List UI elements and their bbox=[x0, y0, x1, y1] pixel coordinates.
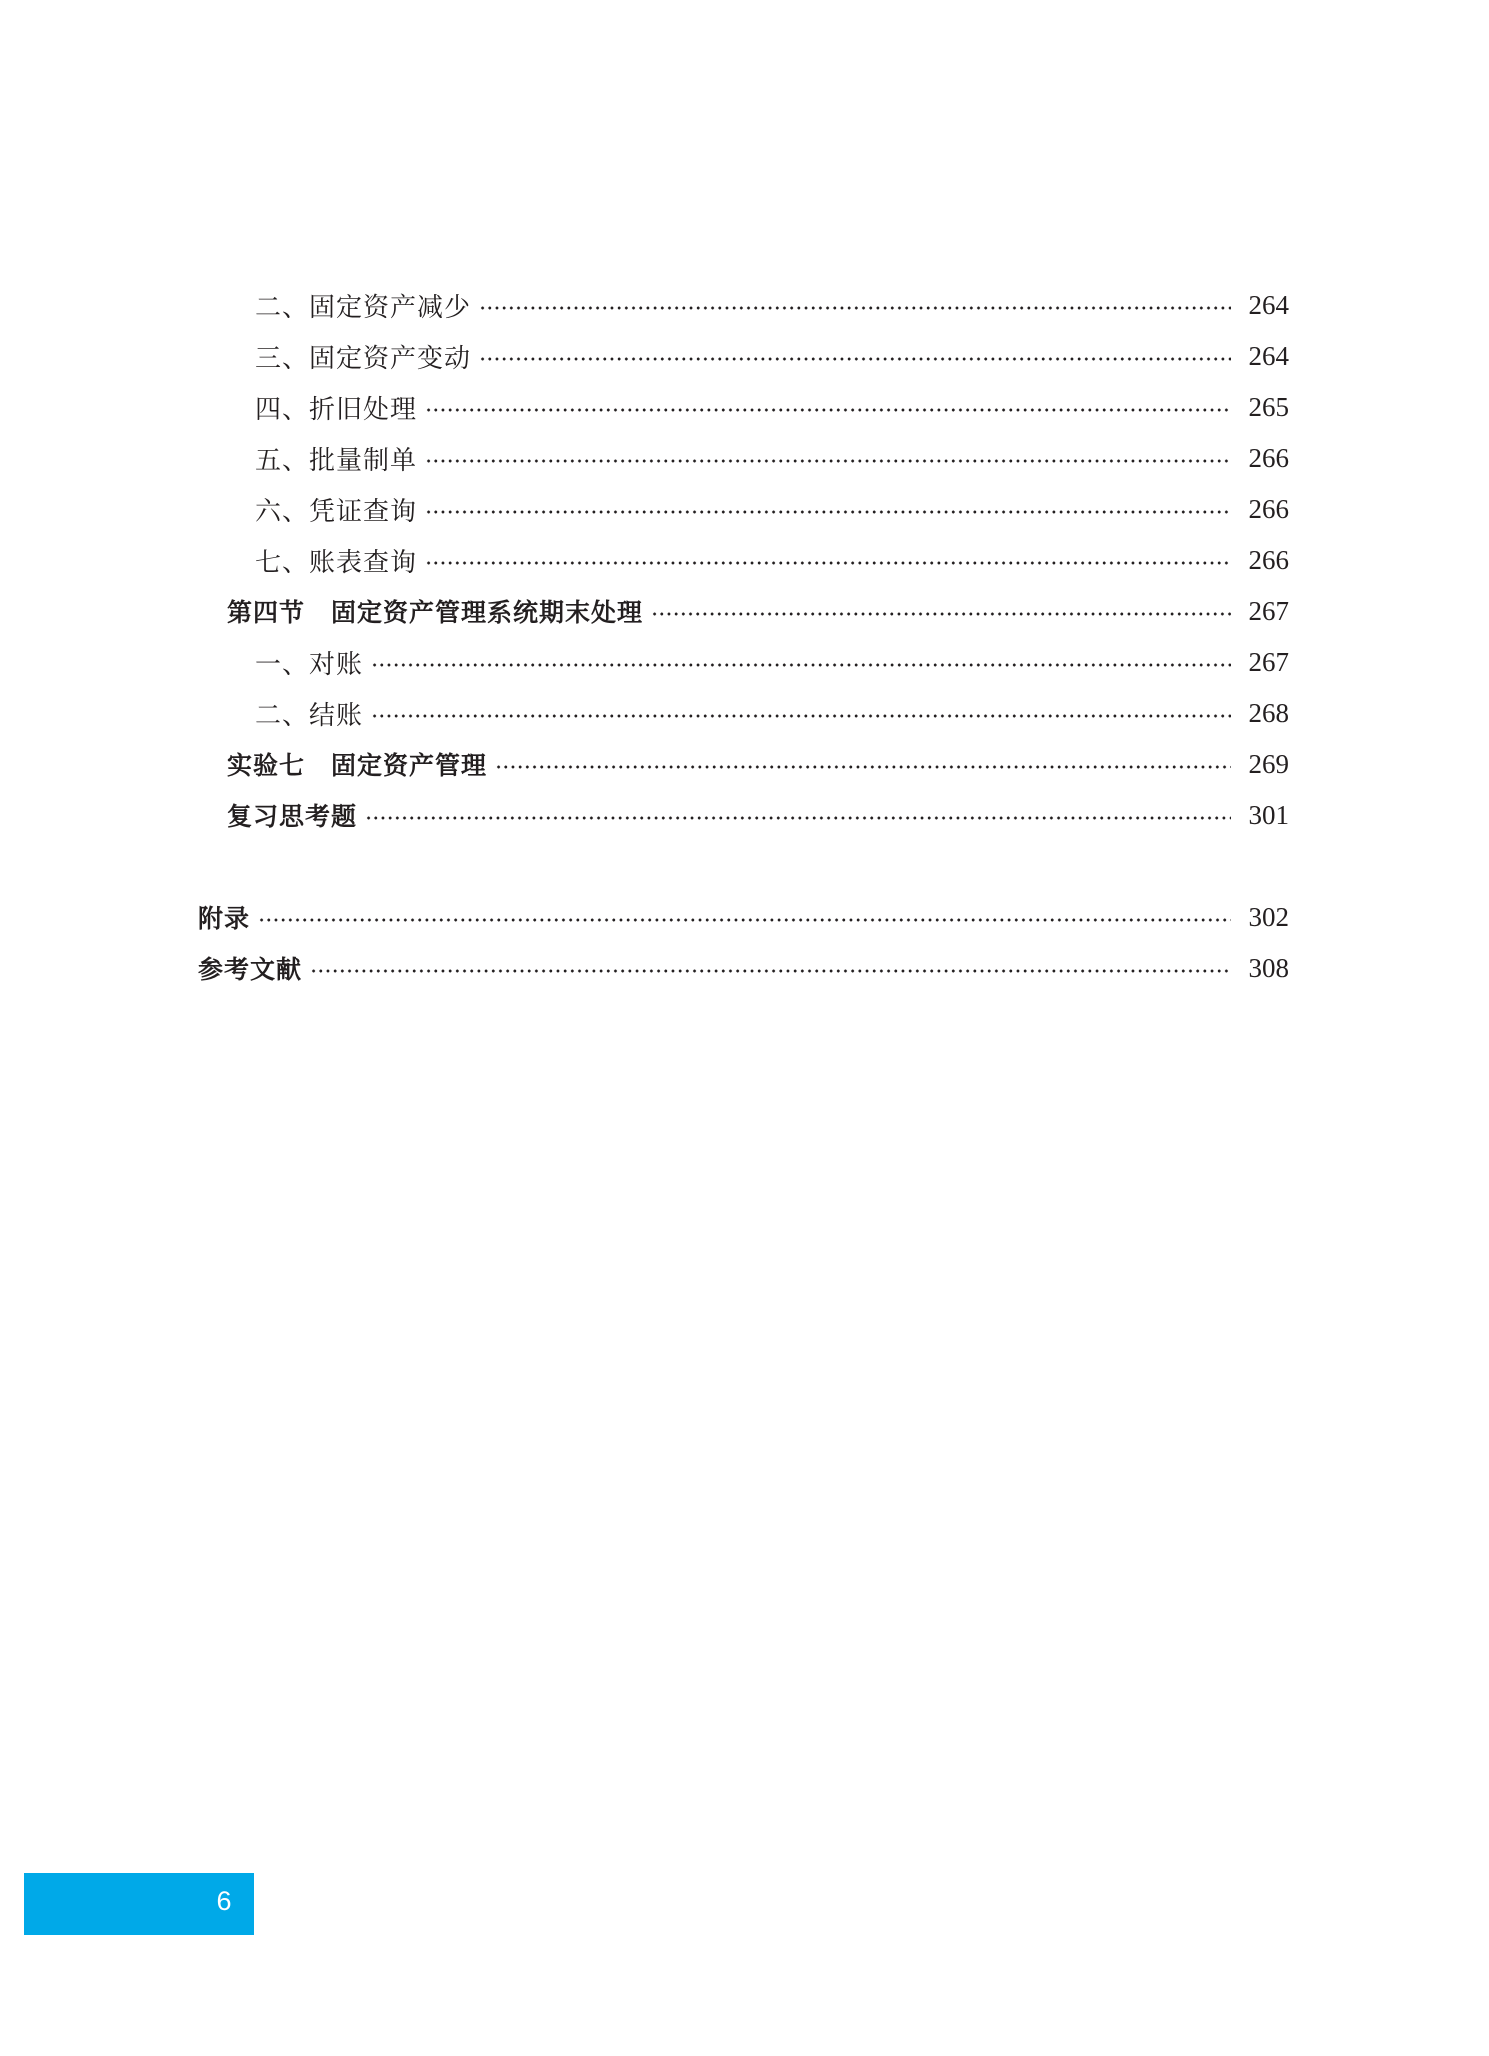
toc-entry-title: 第四节 固定资产管理系统期末处理 bbox=[227, 598, 644, 627]
toc-entry-page: 302 bbox=[1248, 901, 1289, 932]
dot-leader bbox=[371, 714, 1231, 718]
toc-entry-title: 五、批量制单 bbox=[255, 445, 418, 476]
toc-entry-page: 269 bbox=[1248, 748, 1289, 779]
toc-entry-title: 附录 bbox=[198, 904, 251, 933]
toc-entry-report-query[interactable] bbox=[255, 540, 1289, 580]
toc-entry-title: 参考文献 bbox=[198, 955, 303, 984]
toc-entry-appendix[interactable] bbox=[198, 897, 1289, 937]
toc-entry-fixed-asset-reduction[interactable] bbox=[255, 285, 1289, 325]
dot-leader bbox=[479, 306, 1231, 310]
toc-entry-page: 266 bbox=[1248, 544, 1289, 575]
dot-leader bbox=[425, 408, 1231, 412]
dot-leader bbox=[258, 918, 1231, 922]
toc-entry-title: 三、固定资产变动 bbox=[255, 343, 472, 374]
toc-entry-experiment-7[interactable] bbox=[227, 744, 1289, 784]
toc-entry-closing[interactable] bbox=[255, 693, 1289, 733]
toc-entry-review-questions[interactable] bbox=[227, 795, 1289, 835]
dot-leader bbox=[425, 459, 1231, 463]
toc-entry-page: 264 bbox=[1248, 340, 1289, 371]
dot-leader bbox=[310, 969, 1231, 973]
toc-entry-page: 265 bbox=[1248, 391, 1289, 422]
toc-entry-title: 六、凭证查询 bbox=[255, 496, 418, 527]
toc-entry-page: 301 bbox=[1248, 799, 1289, 830]
toc-entry-title: 一、对账 bbox=[255, 649, 364, 680]
toc-entry-page: 267 bbox=[1248, 595, 1289, 626]
toc-entry-batch-voucher[interactable] bbox=[255, 438, 1289, 478]
toc-entry-title: 二、固定资产减少 bbox=[255, 292, 472, 323]
toc-entry-section-4[interactable] bbox=[227, 591, 1289, 631]
toc-entry-page: 268 bbox=[1248, 697, 1289, 728]
toc-entry-title: 实验七 固定资产管理 bbox=[227, 751, 488, 780]
toc-entry-title: 二、结账 bbox=[255, 700, 364, 731]
page-number: 6 bbox=[216, 1886, 232, 1916]
dot-leader bbox=[425, 510, 1231, 514]
toc-entry-page: 308 bbox=[1248, 952, 1289, 983]
toc-entry-page: 267 bbox=[1248, 646, 1289, 677]
toc-entry-title: 四、折旧处理 bbox=[255, 394, 418, 425]
toc-entry-page: 266 bbox=[1248, 493, 1289, 524]
toc-entry-voucher-query[interactable] bbox=[255, 489, 1289, 529]
dot-leader bbox=[651, 612, 1231, 616]
toc-entry-references[interactable] bbox=[198, 948, 1289, 988]
dot-leader bbox=[365, 816, 1231, 820]
toc-entry-reconciliation[interactable] bbox=[255, 642, 1289, 682]
dot-leader bbox=[371, 663, 1231, 667]
dot-leader bbox=[495, 765, 1231, 769]
toc-entry-title: 复习思考题 bbox=[227, 802, 358, 831]
toc-entry-page: 264 bbox=[1248, 289, 1289, 320]
dot-leader bbox=[425, 561, 1231, 565]
page-number-tab bbox=[24, 1873, 254, 1935]
dot-leader bbox=[479, 357, 1231, 361]
toc-entry-fixed-asset-change[interactable] bbox=[255, 336, 1289, 376]
toc-entry-title: 七、账表查询 bbox=[255, 547, 418, 578]
toc-entry-page: 266 bbox=[1248, 442, 1289, 473]
toc-entry-depreciation[interactable] bbox=[255, 387, 1289, 427]
